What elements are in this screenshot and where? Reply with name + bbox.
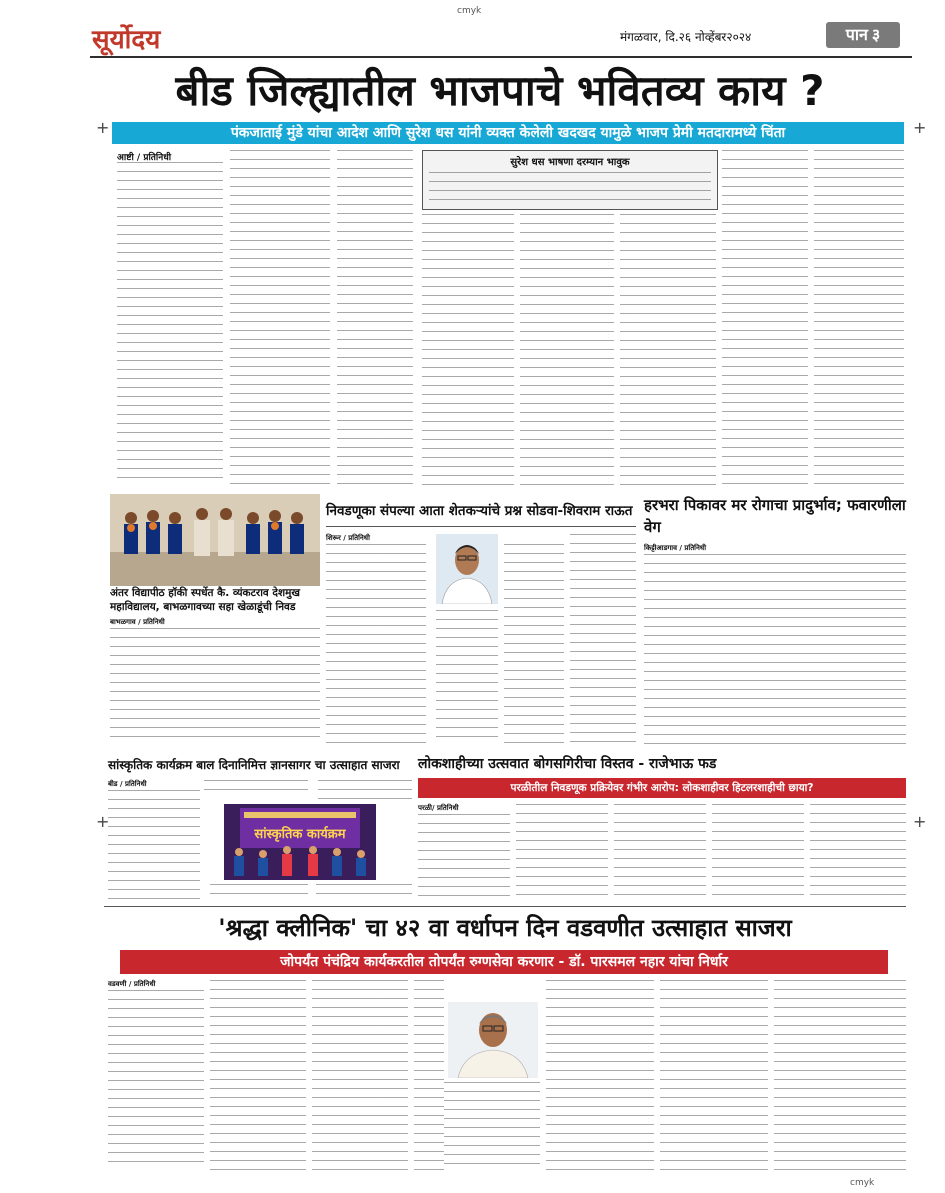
cultural-column-3-top <box>318 780 412 800</box>
democracy-column-4 <box>712 804 804 902</box>
lead-subhead-bar: पंकजाताई मुंडे यांचा आदेश आणि सुरेश धस यांनी व्यक्त केलेली खदखद यामुळे भाजप प्रेमी मतदारामध्ये चिंता <box>112 122 904 144</box>
farmers-column-1 <box>326 544 426 744</box>
clinic-column-1 <box>108 990 204 1170</box>
lead-photo-caption: सुरेश धस भाषणा दरम्यान भावुक <box>510 157 630 168</box>
crop-mark-icon: + <box>96 812 110 831</box>
lead-photo-caption-text <box>429 172 711 208</box>
crop-mark-icon: + <box>913 118 927 137</box>
democracy-column-1 <box>418 814 510 902</box>
clinic-column-6 <box>546 980 654 1170</box>
registration-mark-bottom: cmyk <box>850 1178 875 1188</box>
lead-byline: आष्टी / प्रतिनिधी <box>117 153 172 163</box>
farmers-headline: निवडणूका संपल्या आता शेतकऱ्यांचे प्रश्न सोडवा-शिवराम राऊत <box>326 496 636 527</box>
clinic-column-3 <box>312 980 408 1170</box>
democracy-headline: लोकशाहीच्या उत्सवात बोगसगिरीचा विस्तव - राजेभाऊ फड <box>418 756 717 772</box>
hockey-body-text <box>110 628 320 744</box>
cultural-banner-text: सांस्कृतिक कार्यक्रम <box>254 827 346 842</box>
shivram-raut-portrait-graphic <box>436 534 498 604</box>
democracy-column-5 <box>810 804 906 902</box>
dr-parasmal-nahar-portrait-graphic <box>448 1002 538 1078</box>
farmers-column-3 <box>504 544 564 744</box>
shivram-raut-photo <box>436 534 498 604</box>
lead-column-5 <box>520 214 614 486</box>
lead-column-7 <box>722 150 808 486</box>
democracy-column-2 <box>516 804 608 902</box>
cultural-event-photo <box>224 804 376 880</box>
page-number: ३ <box>871 25 881 44</box>
harbhara-byline: किट्टीआडगाव / प्रतिनिधी <box>644 544 707 552</box>
clinic-headline: 'श्रद्धा क्लीनिक' चा ४२ वा वर्धापन दिन वडवणीत उत्साहात साजरा <box>218 914 792 942</box>
cultural-event-photo-graphic <box>224 804 376 880</box>
cultural-byline: बीड / प्रतिनिधी <box>108 780 147 788</box>
lead-headline: बीड जिल्ह्यातील भाजपाचे भवितव्य काय ? <box>175 66 825 115</box>
lead-column-8 <box>814 150 904 486</box>
lead-column-2 <box>230 150 330 486</box>
hockey-headline: अंतर विद्यापीठ हॉकी स्पर्धेत कै. व्यंकटराव देशमुख महाविद्यालय, बाभळगावच्या सहा खेळाडूंची निवड <box>110 587 301 613</box>
lead-photo-caption-box <box>422 150 718 210</box>
crop-mark-icon: + <box>913 812 927 831</box>
clinic-column-7 <box>660 980 768 1170</box>
farmers-column-4 <box>570 534 636 744</box>
registration-mark-top: cmyk <box>457 6 482 16</box>
clinic-column-2 <box>210 980 306 1170</box>
democracy-byline: परळी/ प्रतिनिधी <box>418 804 459 812</box>
lead-column-4 <box>422 214 514 486</box>
issue-date: मंगळवार, दि.२६ नोव्हेंबर२०२४ <box>620 30 752 44</box>
clinic-column-4 <box>414 980 444 1170</box>
clinic-column-8 <box>774 980 906 1170</box>
cultural-column-1 <box>108 790 200 902</box>
lead-column-3 <box>337 150 413 486</box>
newspaper-logo: सूर्योदय <box>92 25 161 55</box>
farmers-byline: शिरूर / प्रतिनिधी <box>326 534 370 542</box>
page-number-badge <box>826 22 900 48</box>
democracy-subhead-bar: परळीतील निवडणूक प्रक्रियेवर गंभीर आरोप: लोकशाहीवर हिटलरशाहीची छाया? <box>418 778 906 798</box>
democracy-column-3 <box>614 804 706 902</box>
masthead-rule <box>90 56 912 58</box>
harbhara-headline: हरभरा पिकावर मर रोगाचा प्रादुर्भाव; फवारणीला वेग <box>644 496 906 536</box>
page-label: पान <box>845 25 868 44</box>
hockey-team-photo-graphic <box>110 494 320 586</box>
cultural-column-3-bottom <box>316 884 412 902</box>
clinic-column-5 <box>444 1082 540 1170</box>
clinic-byline: वडवणी / प्रतिनिधी <box>108 980 156 988</box>
lead-column-1 <box>117 162 223 486</box>
dr-parasmal-nahar-photo <box>448 1002 538 1078</box>
lead-column-6 <box>620 214 716 486</box>
hockey-byline: बाभळगाव / प्रतिनिधी <box>110 618 165 626</box>
harbhara-body-text <box>644 554 906 744</box>
clinic-subhead-bar: जोपर्यंत पंचंद्रिय कार्यकरतील तोपर्यंत रुग्णसेवा करणार - डॉ. पारसमल नहार यांचा निर्धार <box>120 950 888 974</box>
cultural-column-2-top <box>204 780 308 798</box>
hockey-team-photo <box>110 494 320 586</box>
clinic-top-rule <box>104 906 906 907</box>
cultural-column-2-bottom <box>210 884 308 902</box>
farmers-column-2 <box>436 610 498 744</box>
crop-mark-icon: + <box>96 118 110 137</box>
cultural-headline: सांस्कृतिक कार्यक्रम बाल दिनानिमित्त ज्ञानसागर चा उत्साहात साजरा <box>108 758 400 772</box>
